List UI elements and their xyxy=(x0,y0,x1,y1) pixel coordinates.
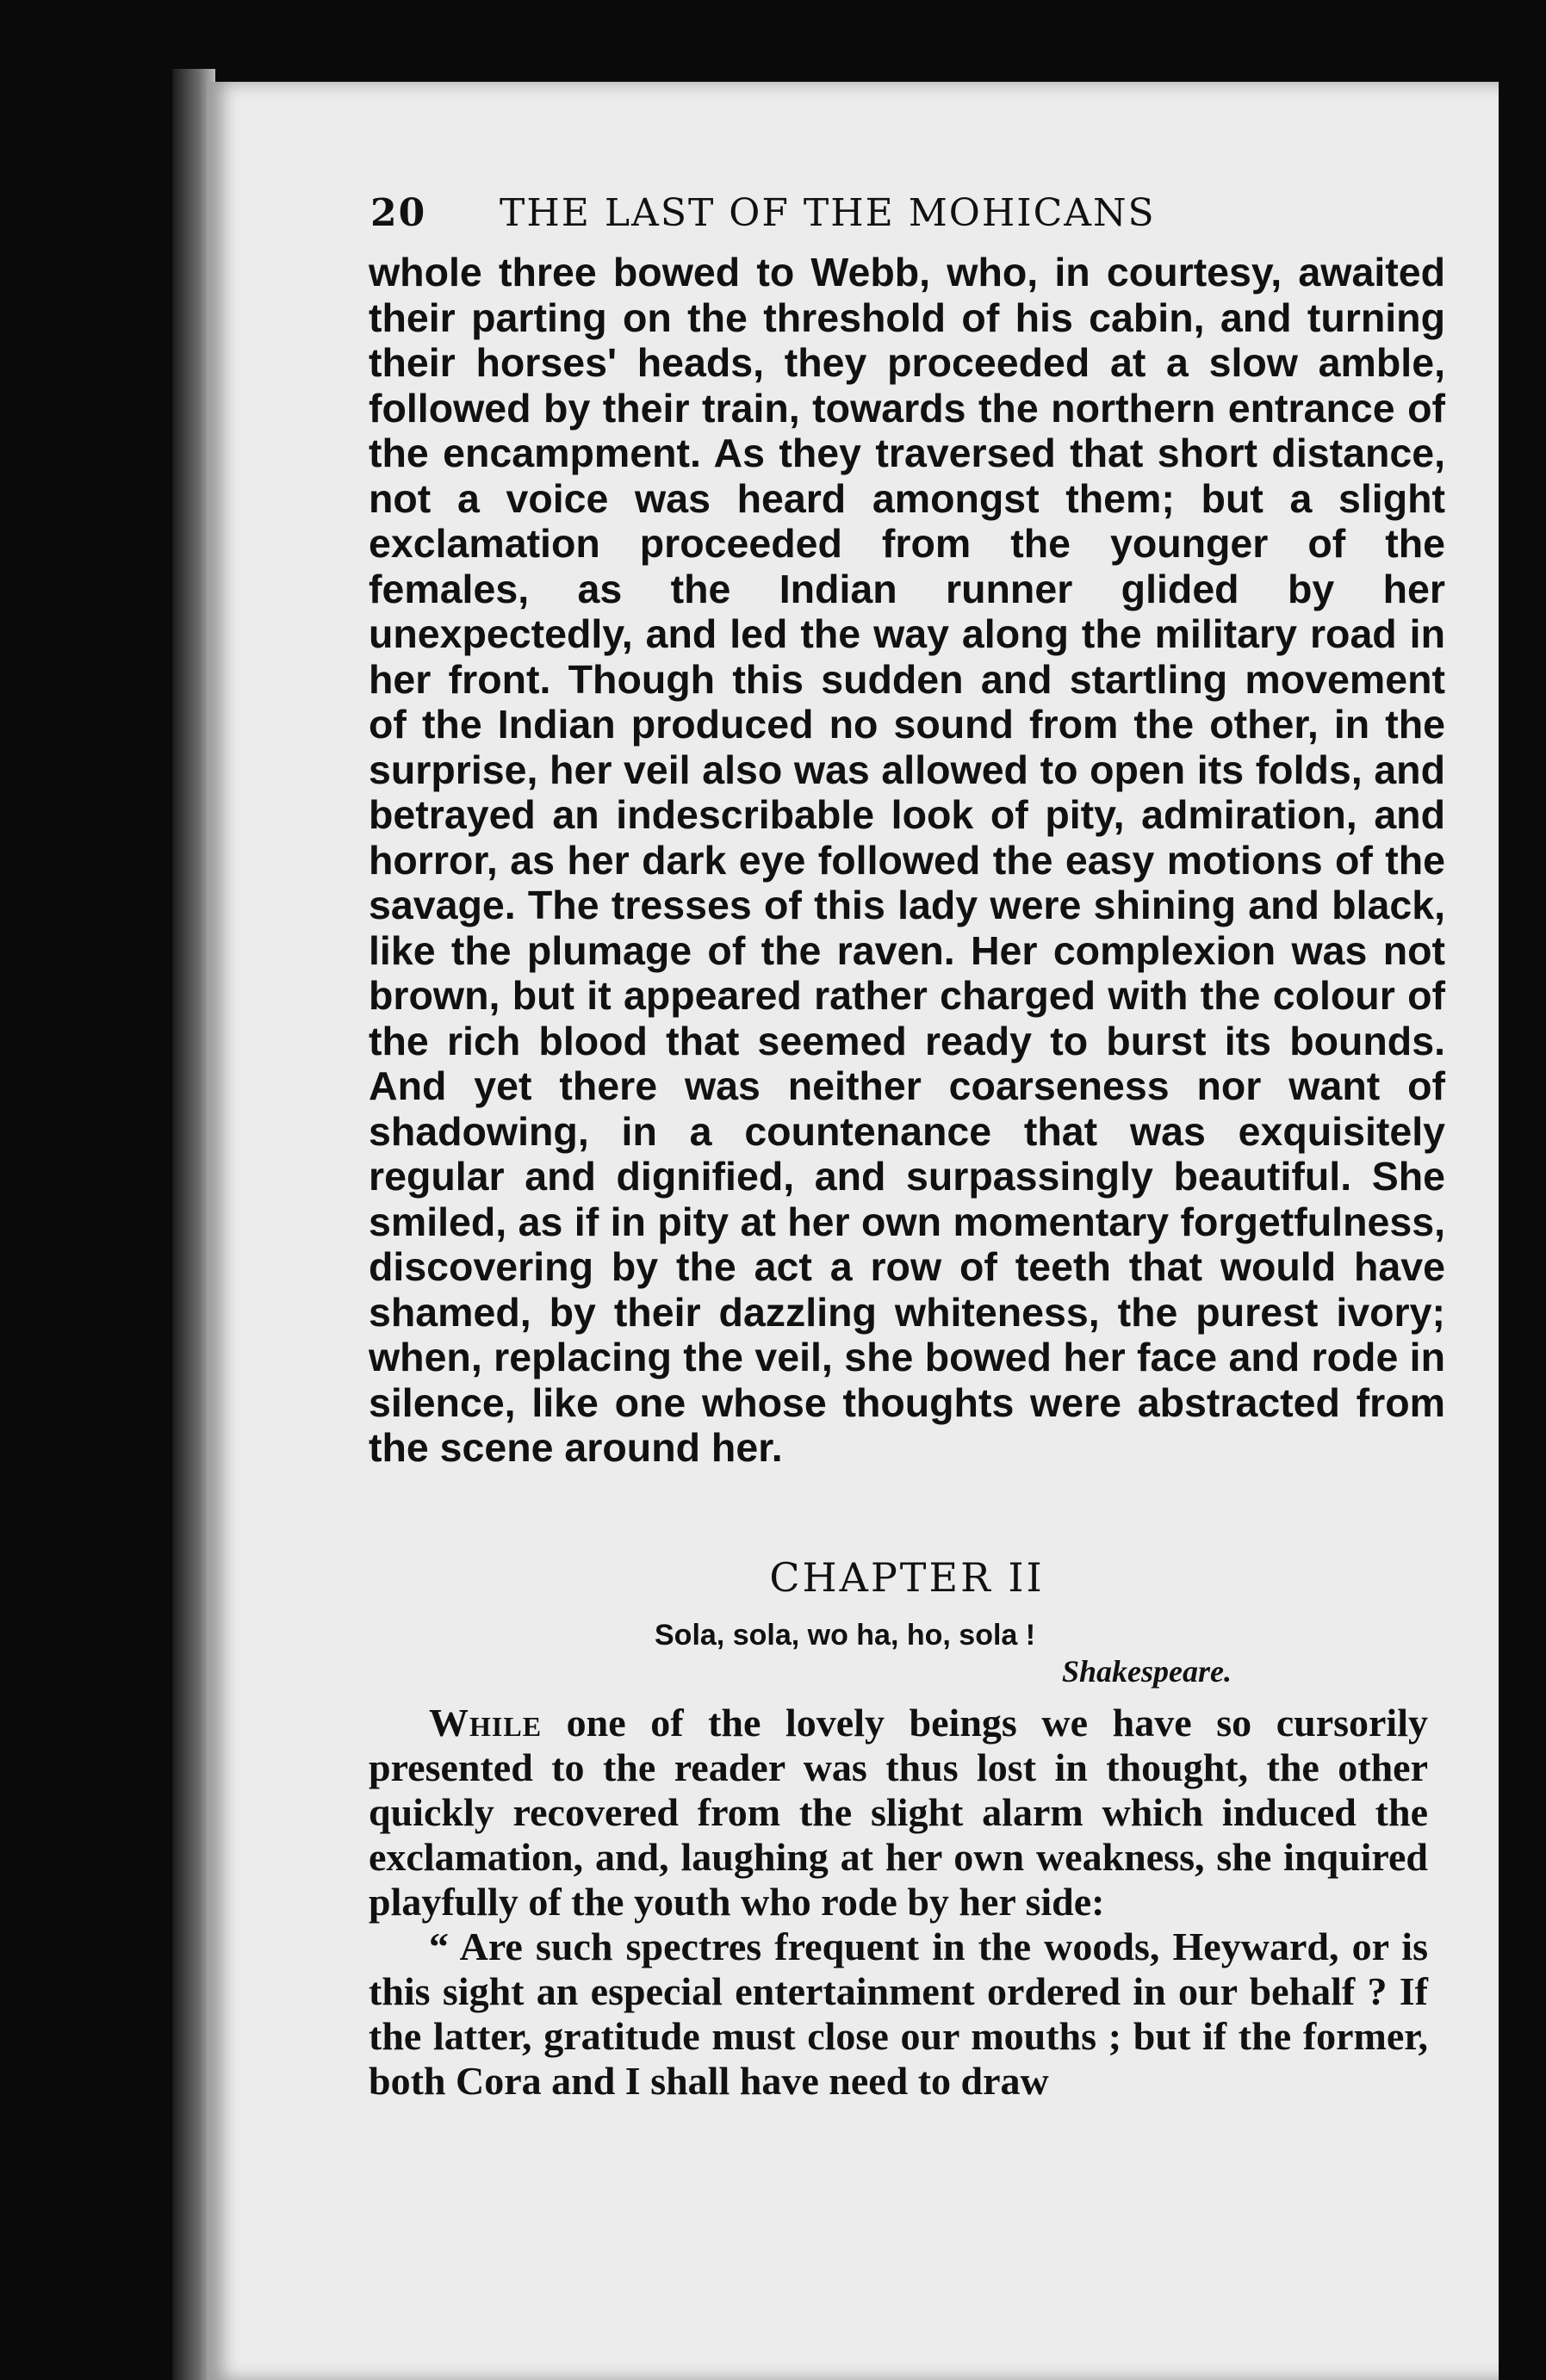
chapter-paragraph-1 xyxy=(369,1701,1428,1924)
page-number: 20 xyxy=(370,191,427,235)
epigraph xyxy=(655,1617,1309,1689)
book-title-header: THE LAST OF THE MOHICANS xyxy=(500,191,1156,235)
epigraph-attribution: Shakespeare. xyxy=(1062,1654,1232,1689)
chapter-body xyxy=(369,1701,1428,2104)
chapter-paragraph-2 xyxy=(369,1924,1428,2104)
chapter-paragraph-1-text: one of the lovely beings we have so cursorily presented to the reader was thus lost in thought, the other quickly recovered from the slight alarm which induced the exclamation, and, laughing at her own weakness, she inquired playfully of the youth who rode by her side: xyxy=(369,1701,1428,1924)
chapter-first-word: While xyxy=(429,1701,543,1745)
body-paragraph: whole three bowed to Webb, who, in courtesy, awaited their parting on the threshold of his cabin, and turning their horses' heads, they proceeded at a slow amble, followed by their train, towards the northern entrance of the encampment. As they traversed that short distance, not a voice was heard amongst them; but a slight exclamation proceeded from the younger of the females, as the Indian runner glided by her unexpectedly, and led the way along the military road in her front. Though this sudden and startling movement of the Indian produced no sound from the other, in the surprise, her veil also was allowed to open its folds, and betrayed an indescribable look of pity, admiration, and horror, as her dark eye followed the easy motions of the savage. The tresses of this lady were shining and black, like the plumage of the raven. Her complexion was not brown, but it appeared rather charged with the colour of the rich blood that seemed ready to burst its bounds. And yet there was neither coarseness nor want of shadowing, in a countenance that was exquisitely regular and dignified, and surpassingly beautiful. She smiled, as if in pity at her own momentary forgetfulness, discovering by the act a row of teeth that would have shamed, by their dazzling whiteness, the purest ivory; when, replacing the veil, she bowed her face and rode in silence, like one whose thoughts were abstracted from the scene around her. xyxy=(369,250,1445,1470)
epigraph-quote: Sola, sola, wo ha, ho, sola ! xyxy=(655,1619,1036,1652)
chapter-paragraph-2-text: “ Are such spectres frequent in the woods, Heyward, or is this sight an especial entertainment ordered in our behalf ? If the latter, gratitude must close our mouths ; but if the former, both Cora and I shall have need to draw xyxy=(369,1924,1428,2103)
chapter-title: CHAPTER II xyxy=(769,1554,1045,1601)
running-head xyxy=(370,191,1404,235)
